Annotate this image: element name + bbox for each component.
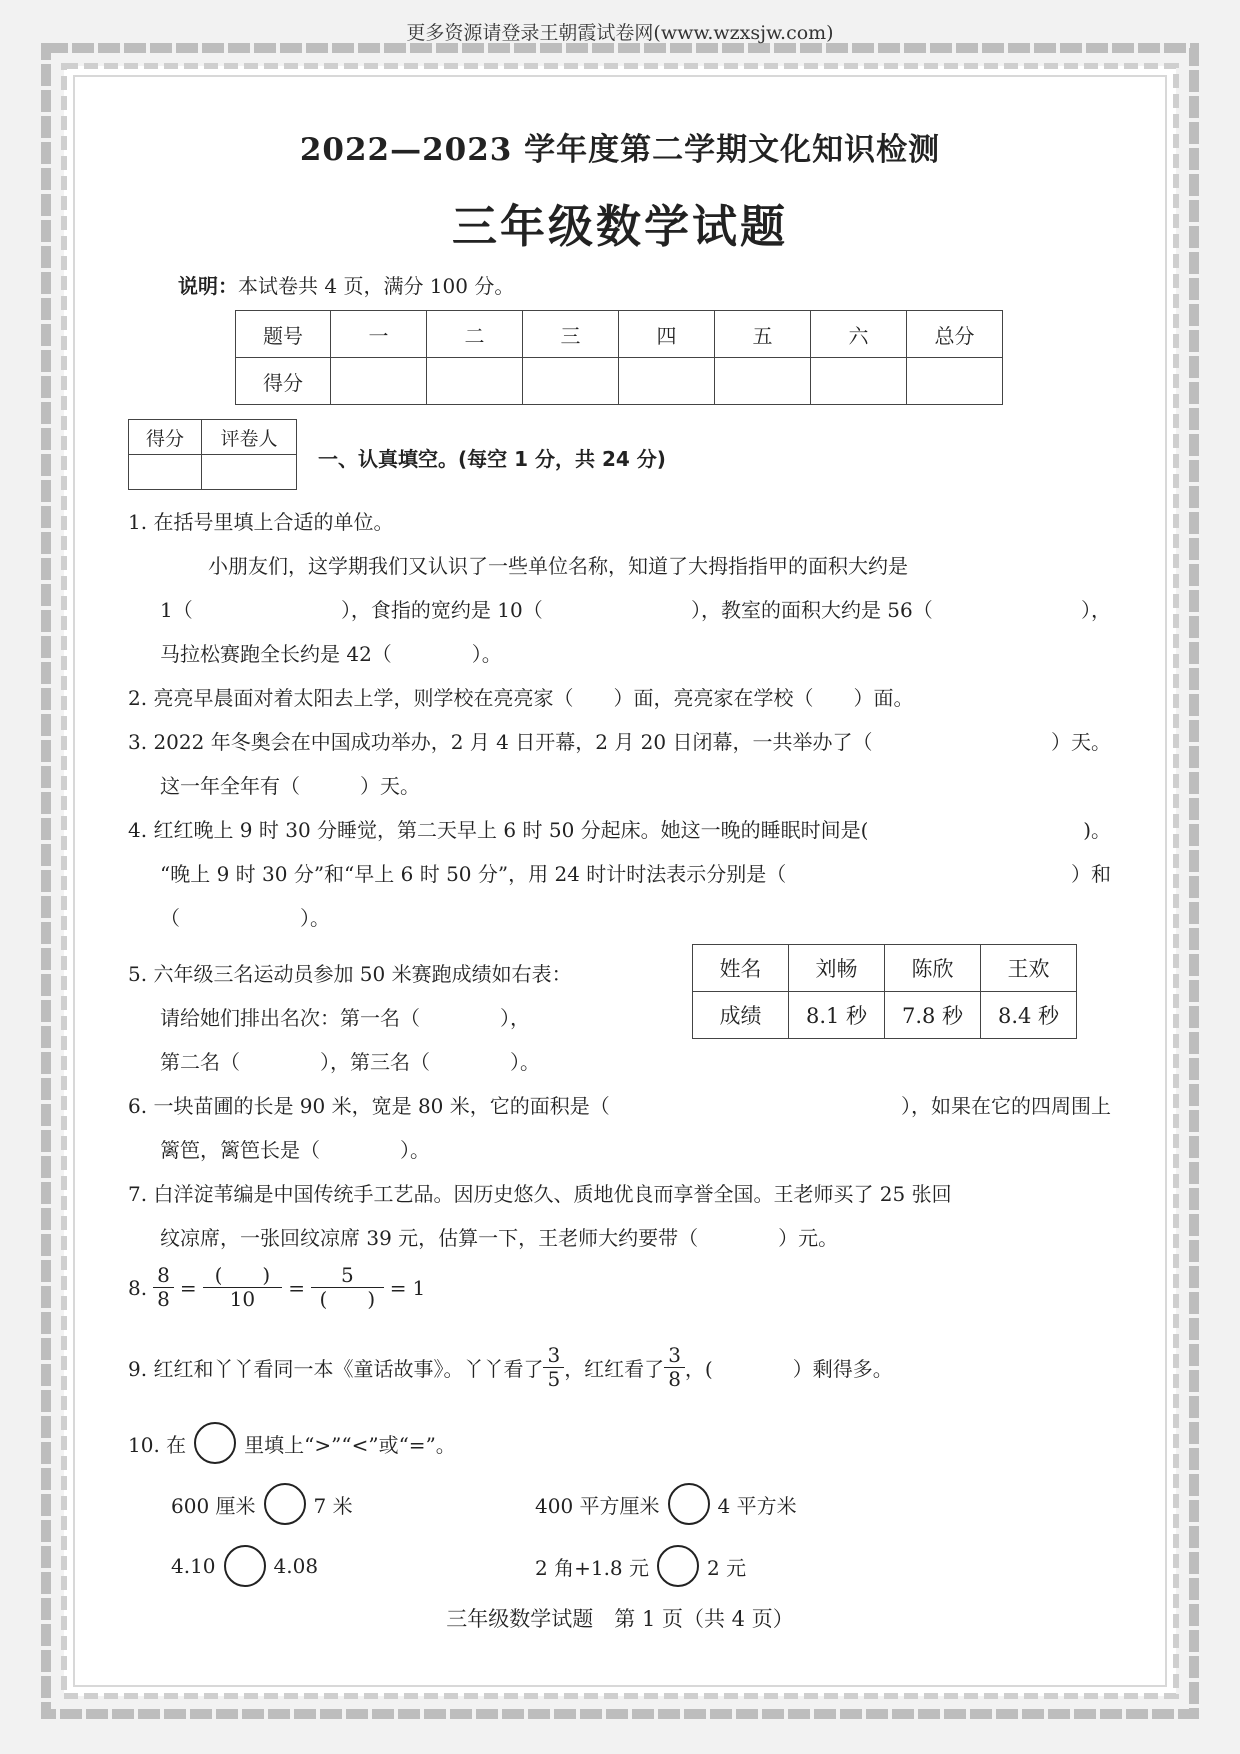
fraction <box>153 1264 174 1311</box>
comparison-item <box>171 1545 318 1587</box>
score-cell[interactable] <box>811 358 907 405</box>
result-value: 1 <box>412 1275 426 1300</box>
comparison-item <box>171 1483 353 1525</box>
score-table-header-row <box>236 311 1003 358</box>
fraction-denominator: 8 <box>157 1287 170 1311</box>
question-1-blank-text: ），食指的宽约是 10（ <box>340 598 543 622</box>
score-header-cell: 题号 <box>236 311 331 358</box>
comparison-answer-circle[interactable] <box>224 1545 266 1587</box>
fraction <box>311 1264 384 1311</box>
question-4-text-end: ）和 <box>1071 862 1111 886</box>
score-header-cell: 一 <box>331 311 427 358</box>
fraction-denominator: 5 <box>547 1367 561 1391</box>
question-8 <box>128 1264 425 1311</box>
fraction-denominator: 8 <box>668 1367 681 1391</box>
score-row-label: 得分 <box>236 358 331 405</box>
score-cell[interactable] <box>331 358 427 405</box>
fraction-numerator: 5 <box>311 1264 384 1288</box>
grader-name-label: 评卷人 <box>202 420 297 455</box>
comparison-right: 2 元 <box>707 1555 747 1580</box>
score-header-cell: 四 <box>619 311 715 358</box>
section-1-heading: 一、认真填空。(每空 1 分，共 24 分) <box>318 447 666 471</box>
score-table <box>235 310 1003 405</box>
race-score-cell: 8.1 秒 <box>789 992 885 1039</box>
grader-box <box>128 419 297 490</box>
comparison-right: 4 平方米 <box>717 1493 797 1518</box>
question-4-text-end: )。 <box>1083 818 1111 842</box>
race-score-cell: 8.4 秒 <box>981 992 1077 1039</box>
question-5-line-3: 第二名（ ），第三名（ ）。 <box>160 1050 540 1074</box>
fraction-numerator: 8 <box>153 1264 174 1288</box>
score-cell[interactable] <box>523 358 619 405</box>
question-10-prompt <box>128 1422 456 1464</box>
question-1-blanks <box>160 594 1111 623</box>
grader-score-label: 得分 <box>129 420 202 455</box>
grader-name-cell[interactable] <box>202 455 297 490</box>
comparison-left: 600 厘米 <box>171 1493 256 1518</box>
fraction-denominator-blank[interactable]: ( ) <box>319 1287 376 1311</box>
question-10-text: 里填上“>”“<”或“=”。 <box>244 1432 456 1457</box>
fraction-numerator-blank[interactable]: ( ) <box>203 1264 283 1288</box>
fraction <box>543 1344 564 1391</box>
score-cell[interactable] <box>619 358 715 405</box>
question-6-text-end: ），如果在它的四周围上 <box>901 1094 1111 1118</box>
question-6-line-2: 篱笆，篱笆长是（ ）。 <box>160 1138 430 1162</box>
question-4-line-1 <box>128 814 1111 843</box>
question-4-line-3: （ ）。 <box>160 906 330 930</box>
race-results-name-row <box>693 945 1077 992</box>
question-3-line-1 <box>128 726 1111 755</box>
score-cell[interactable] <box>715 358 811 405</box>
comparison-item <box>535 1545 746 1587</box>
exam-title-subject: 三年级数学试题 <box>451 200 788 253</box>
score-cell[interactable] <box>907 358 1003 405</box>
comparison-left: 2 角+1.8 元 <box>535 1555 650 1580</box>
race-results-score-row <box>693 992 1077 1039</box>
comparison-left: 4.10 <box>171 1554 216 1578</box>
race-score-cell: 成绩 <box>693 992 789 1039</box>
race-score-cell: 7.8 秒 <box>885 992 981 1039</box>
question-5-line-1: 5. 六年级三名运动员参加 50 米赛跑成绩如右表： <box>128 962 572 986</box>
question-1-prompt: 1. 在括号里填上合适的单位。 <box>128 510 394 534</box>
page-footer: 三年级数学试题 第 1 页（共 4 页） <box>446 1607 794 1631</box>
question-9-text: ，红红看了 <box>564 1357 665 1381</box>
question-3-text-end: ）天。 <box>1051 730 1111 754</box>
equals-sign: = <box>389 1275 407 1300</box>
header-website-note: 更多资源请登录王朝霞试卷网(www.wzxsjw.com) <box>406 22 834 44</box>
fraction-numerator: 3 <box>664 1344 685 1368</box>
race-name-cell: 王欢 <box>981 945 1077 992</box>
question-1-blank-text: ），教室的面积大约是 56（ <box>690 598 933 622</box>
question-7-line-1: 7. 白洋淀苇编是中国传统手工艺品。因历史悠久、质地优良而享誉全国。王老师买了 25 张回 <box>128 1182 952 1206</box>
question-9-text: 9. 红红和丫丫看同一本《童话故事》。丫丫看了 <box>128 1357 544 1381</box>
comparison-circle-icon <box>194 1422 236 1464</box>
question-1-text: 小朋友们，这学期我们又认识了一些单位名称，知道了大拇指指甲的面积大约是 <box>208 554 908 578</box>
question-2: 2. 亮亮早晨面对着太阳去上学，则学校在亮亮家（ ）面，亮亮家在学校（ ）面。 <box>128 686 914 710</box>
question-7-line-2: 纹凉席，一张回纹凉席 39 元，估算一下，王老师大约要带（ ）元。 <box>160 1226 839 1250</box>
equals-sign: = <box>288 1275 305 1300</box>
score-header-cell: 五 <box>715 311 811 358</box>
fraction-numerator: 3 <box>543 1344 564 1368</box>
question-10-text: 10. 在 <box>128 1432 187 1457</box>
score-header-cell: 六 <box>811 311 907 358</box>
score-header-cell: 三 <box>523 311 619 358</box>
question-4-line-2 <box>160 858 1111 887</box>
question-1-blank-text: 1（ <box>160 598 193 622</box>
question-4-text: 4. 红红晚上 9 时 30 分睡觉，第二天早上 6 时 50 分起床。她这一晚的睡眠时间是( <box>128 818 869 842</box>
question-6-line-1 <box>128 1090 1111 1119</box>
question-9-text: ，( ）剩得多。 <box>684 1357 893 1381</box>
race-results-table <box>692 944 1077 1039</box>
score-cell[interactable] <box>427 358 523 405</box>
question-1-line-4: 马拉松赛跑全长约是 42（ ）。 <box>160 642 502 666</box>
comparison-right: 7 米 <box>313 1493 353 1518</box>
comparison-item <box>535 1483 797 1525</box>
race-name-cell: 陈欣 <box>885 945 981 992</box>
question-1-blank-text: ）， <box>1080 598 1111 622</box>
fraction <box>203 1264 283 1311</box>
fraction <box>664 1344 685 1391</box>
question-6-text: 6. 一块苗圃的长是 90 米，宽是 80 米，它的面积是（ <box>128 1094 610 1118</box>
race-name-cell: 刘畅 <box>789 945 885 992</box>
question-5-line-2: 请给她们排出名次：第一名（ ）， <box>160 1006 530 1030</box>
comparison-answer-circle[interactable] <box>264 1483 306 1525</box>
exam-title-year: 2022—2023 学年度第二学期文化知识检测 <box>299 132 941 168</box>
comparison-right: 4.08 <box>273 1554 319 1578</box>
comparison-answer-circle[interactable] <box>657 1545 699 1587</box>
question-3-line-2: 这一年全年有（ ）天。 <box>160 774 420 798</box>
question-4-text: “晚上 9 时 30 分”和“早上 6 时 50 分”，用 24 时计时法表示分别是（ <box>160 862 787 886</box>
race-name-cell: 姓名 <box>693 945 789 992</box>
instructions <box>178 270 514 299</box>
comparison-left: 400 平方厘米 <box>535 1493 660 1518</box>
comparison-answer-circle[interactable] <box>668 1483 710 1525</box>
score-header-cell: 二 <box>427 311 523 358</box>
question-8-label: 8. <box>128 1275 148 1300</box>
instructions-label: 说明： <box>178 274 238 298</box>
fraction-denominator: 10 <box>229 1287 256 1311</box>
equals-sign: = <box>179 1275 197 1300</box>
score-table-score-row <box>236 358 1003 405</box>
grader-score-cell[interactable] <box>129 455 202 490</box>
question-9 <box>128 1344 893 1391</box>
score-header-cell: 总分 <box>907 311 1003 358</box>
question-3-text: 3. 2022 年冬奥会在中国成功举办，2 月 4 日开幕，2 月 20 日闭幕，一共举办了（ <box>128 730 873 754</box>
instructions-text: 本试卷共 4 页，满分 100 分。 <box>238 274 515 298</box>
